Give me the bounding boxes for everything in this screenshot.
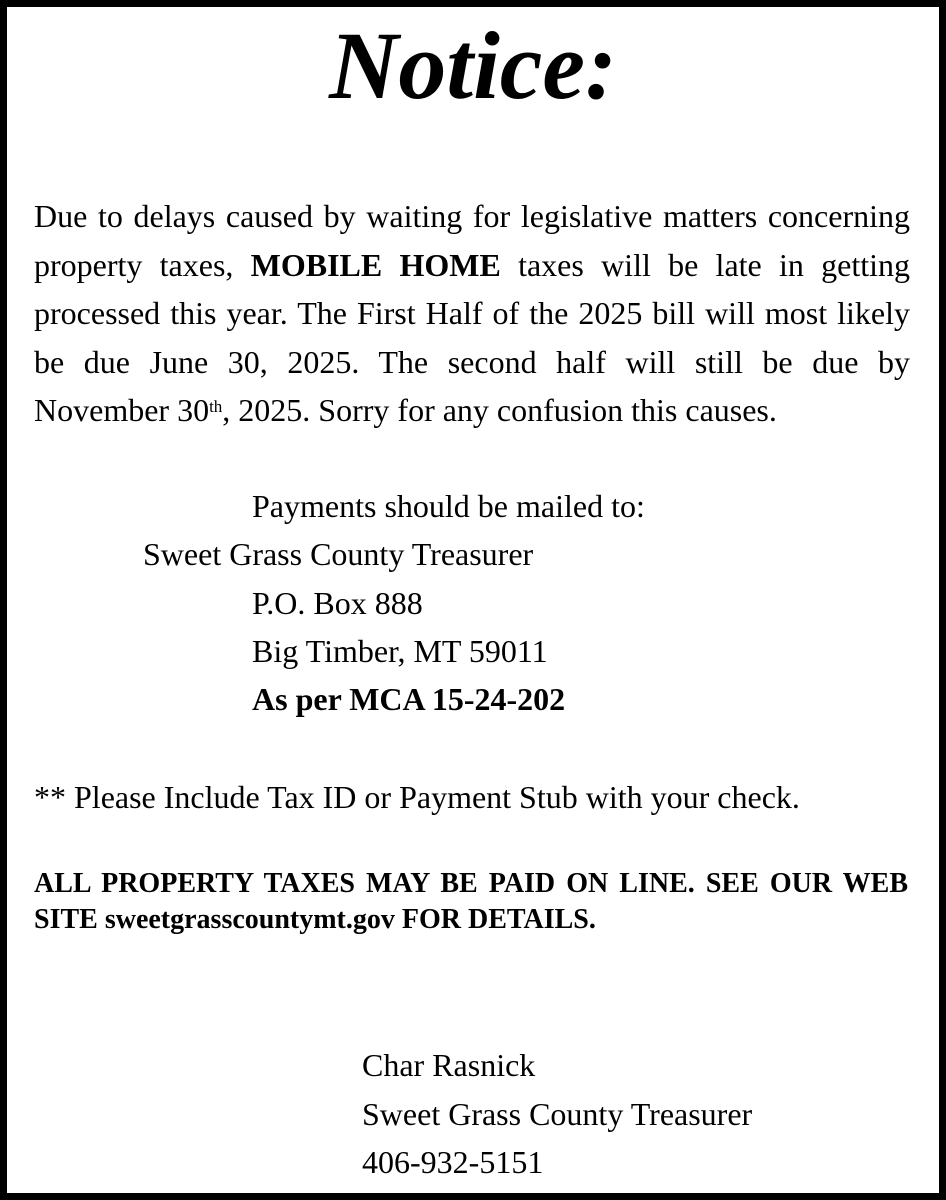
mailing-statute: As per MCA 15-24-202 — [252, 681, 566, 717]
mailing-name: Sweet Grass County Treasurer — [143, 536, 534, 572]
body-emphasis: MOBILE HOME — [250, 246, 501, 283]
mailing-intro: Payments should be mailed to: — [252, 488, 645, 524]
online-payment-notice: ALL PROPERTY TAXES MAY BE PAID ON LINE. SEE OUR WEB SITE sweetgrasscountymt.gov FOR DETAILS. — [34, 868, 908, 935]
signature-title: Sweet Grass County Treasurer — [362, 1096, 753, 1132]
body-superscript: th — [209, 397, 223, 416]
include-note: ** Please Include Tax ID or Payment Stub with your check. — [34, 779, 800, 815]
signature-name: Char Rasnick — [362, 1047, 536, 1083]
mailing-po-box: P.O. Box 888 — [252, 585, 423, 621]
mailing-city: Big Timber, MT 59011 — [252, 633, 548, 669]
notice-body — [34, 192, 910, 435]
body-text-part3: , 2025. Sorry for any confusion this causes. — [222, 392, 777, 428]
body-text-part2: taxes will be late in getting processed this year. The First Half of the 2025 bill will most likely be due June 30, 2025. The second half will still be due by November 30 — [34, 246, 910, 428]
notice-title: Notice: — [329, 12, 617, 119]
signature-phone: 406-932-5151 — [362, 1144, 544, 1180]
body-text-part1: Due to delays caused by waiting for legislative matters concerning property taxes, — [34, 198, 910, 283]
